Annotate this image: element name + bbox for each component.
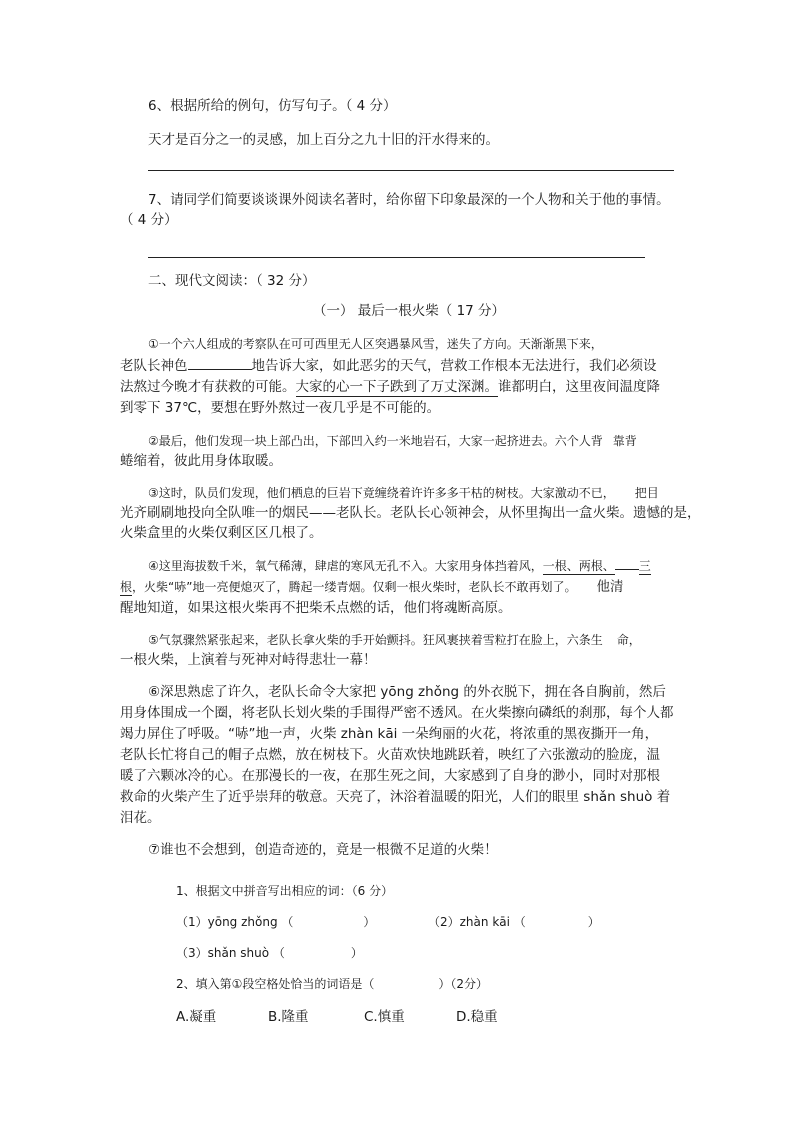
p1-blank[interactable] (188, 355, 252, 370)
q1a-close: ） (363, 915, 376, 929)
option-a[interactable]: A.凝重 (176, 1009, 217, 1025)
q2-label: 2、填入第①段空格处恰当的词语是（ (176, 977, 375, 991)
option-c[interactable]: C.慎重 (364, 1009, 405, 1025)
p1-text-b: 地告诉大家，如此恶劣的天气，营救工作根本无法进行，我们必须设 (251, 358, 657, 374)
article-p5-line2: 一根火柴，上演着与死神对峙得悲壮一幕！ (120, 652, 377, 668)
q7-prompt-line1: 7、请同学们简要谈谈课外阅读名著时，给你留下印象最深的一个人物和关于他的事情。 (148, 192, 670, 208)
article-p3-line1 (148, 484, 659, 502)
p4-underlined-b: 三 (638, 559, 651, 573)
p4-underlined-a: 一根、两根、 (542, 559, 615, 573)
question-1-item-b (428, 913, 600, 931)
article-p2-line1 (148, 432, 637, 450)
article-p6-line5: 暖了六颗冰冷的心。在那漫长的一夜，在那生死之间，大家感到了自身的渺小，同时对那根 (120, 768, 660, 784)
q1b-close: ） (587, 915, 600, 929)
p1-l3-text: 法熬过今晚才有获救的可能。 (120, 379, 296, 395)
p5-text-a: ⑤气氛骤然紧张起来，老队长拿火柴的手开始颤抖。狂风裹挟着雪粒打在脸上，六条生 (148, 633, 603, 647)
article-title: （一） 最后一根火柴（ 17 分） (313, 303, 506, 319)
article-p3-line2: 光齐刷刷地投向全队唯一的烟民——老队长。老队长心领神会，从怀里掏出一盒火柴。遗憾的是， (120, 505, 701, 521)
article-p6-line7: 泪花。 (120, 810, 161, 826)
q7-prompt-line2: （ 4 分） (120, 212, 178, 228)
article-p7: ⑦谁也不会想到，创造奇迹的，竟是一根微不足道的火柴！ (148, 842, 498, 858)
article-p4-line2 (120, 578, 623, 596)
article-p3-line3: 火柴盒里的火柴仅剩区区几根了。 (120, 525, 323, 541)
article-p6-line6: 救命的火柴产生了近乎崇拜的敬意。天亮了，沐浴着温暖的阳光，人们的眼里 shǎn shuò 着 (120, 789, 671, 805)
article-p6-line3: 竭力屏住了呼吸。“哧”地一声，火柴 zhàn kāi 一朵绚丽的火花，将浓重的黑夜撕开一角， (120, 726, 659, 742)
q6-answer-line[interactable] (148, 170, 674, 171)
question-1: 1、根据文中拼音写出相应的词：（6 分） (176, 884, 394, 898)
question-1-item-c (176, 944, 363, 962)
p4-text-a: ④这里海拔数千米，氧气稀薄，肆虐的寒风无孔不入。大家用身体挡着风， (148, 559, 543, 573)
p4-text-c: 他清 (596, 579, 624, 595)
article-p6-line2: 用身体围成一个圈，将老队长划火柴的手围得严密不透风。在火柴擦向磷纸的刹那，每个人都 (120, 705, 674, 721)
article-p1-line2 (120, 355, 657, 375)
p5-text-b: 命， (616, 633, 641, 647)
section2-heading: 二、现代文阅读：（ 32 分） (148, 273, 316, 289)
q2-close: ）（2分） (438, 977, 489, 991)
q1a-label: （1）yōng zhǒng （ (176, 915, 294, 929)
p2-text-b: 靠背 (612, 434, 637, 448)
p3-text-b: 把目 (634, 486, 659, 500)
p1-l3-text-b: 谁都明白，这里夜间温度降 (498, 379, 660, 395)
q1c-close: ） (350, 946, 363, 960)
option-b[interactable]: B.隆重 (268, 1009, 309, 1025)
article-p6-line1: ⑥深思熟虑了许久，老队长命令大家把 yōng zhǒng 的外衣脱下，拥在各自胸前，然后 (148, 684, 666, 700)
q1b-label: （2）zhàn kāi （ (428, 915, 526, 929)
q6-example: 天才是百分之一的灵感，加上百分之九十旧的汗水得来的。 (148, 132, 499, 148)
p1-underlined-sentence: 大家的心一下子跌到了万丈深渊。 (295, 379, 498, 395)
q6-prompt: 6、根据所给的例句，仿写句子。（ 4 分） (148, 98, 397, 114)
p3-text-a: ③这时，队员们发现，他们栖息的巨岩下竟缠绕着许许多多干枯的树枝。大家激动不已， (148, 486, 615, 500)
p2-text-a: ②最后，他们发现一块上部凸出，下部凹入约一米地岩石，大家一起挤进去。六个人背 (148, 434, 603, 448)
question-1-item-a (176, 913, 375, 931)
p4-underlined-c: 根 (120, 580, 133, 594)
q7-answer-line[interactable] (148, 257, 645, 258)
article-p4-line3: 醒地知道，如果这根火柴再不把柴禾点燃的话，他们将魂断高原。 (120, 600, 512, 616)
question-2 (176, 975, 488, 993)
p4-text-b: ，火柴“哧”地一亮便熄灭了，腾起一缕青烟。仅剩一根火柴时，老队长不敢再划了。 (132, 580, 577, 594)
article-p1-line3 (120, 378, 660, 396)
q1c-label: （3）shǎn shuò （ (176, 946, 285, 960)
option-d[interactable]: D.稳重 (456, 1009, 498, 1025)
article-p1-line1: ①一个六人组成的考察队在可可西里无人区突遇暴风雪，迷失了方向。天渐渐黑下来， (148, 337, 603, 351)
article-p2-line2: 蜷缩着，彼此用身体取暖。 (120, 453, 282, 469)
article-p6-line4: 老队长忙将自己的帽子点燃，放在树枝下。火苗欢快地跳跃着，映红了六张激动的脸庞，温 (120, 747, 660, 763)
article-p1-line4: 到零下 37℃，要想在野外熬过一夜几乎是不可能的。 (120, 400, 441, 416)
article-p4-line1 (148, 557, 651, 575)
p1-text-a: 老队长神色 (120, 358, 188, 374)
article-p5-line1 (148, 631, 641, 649)
